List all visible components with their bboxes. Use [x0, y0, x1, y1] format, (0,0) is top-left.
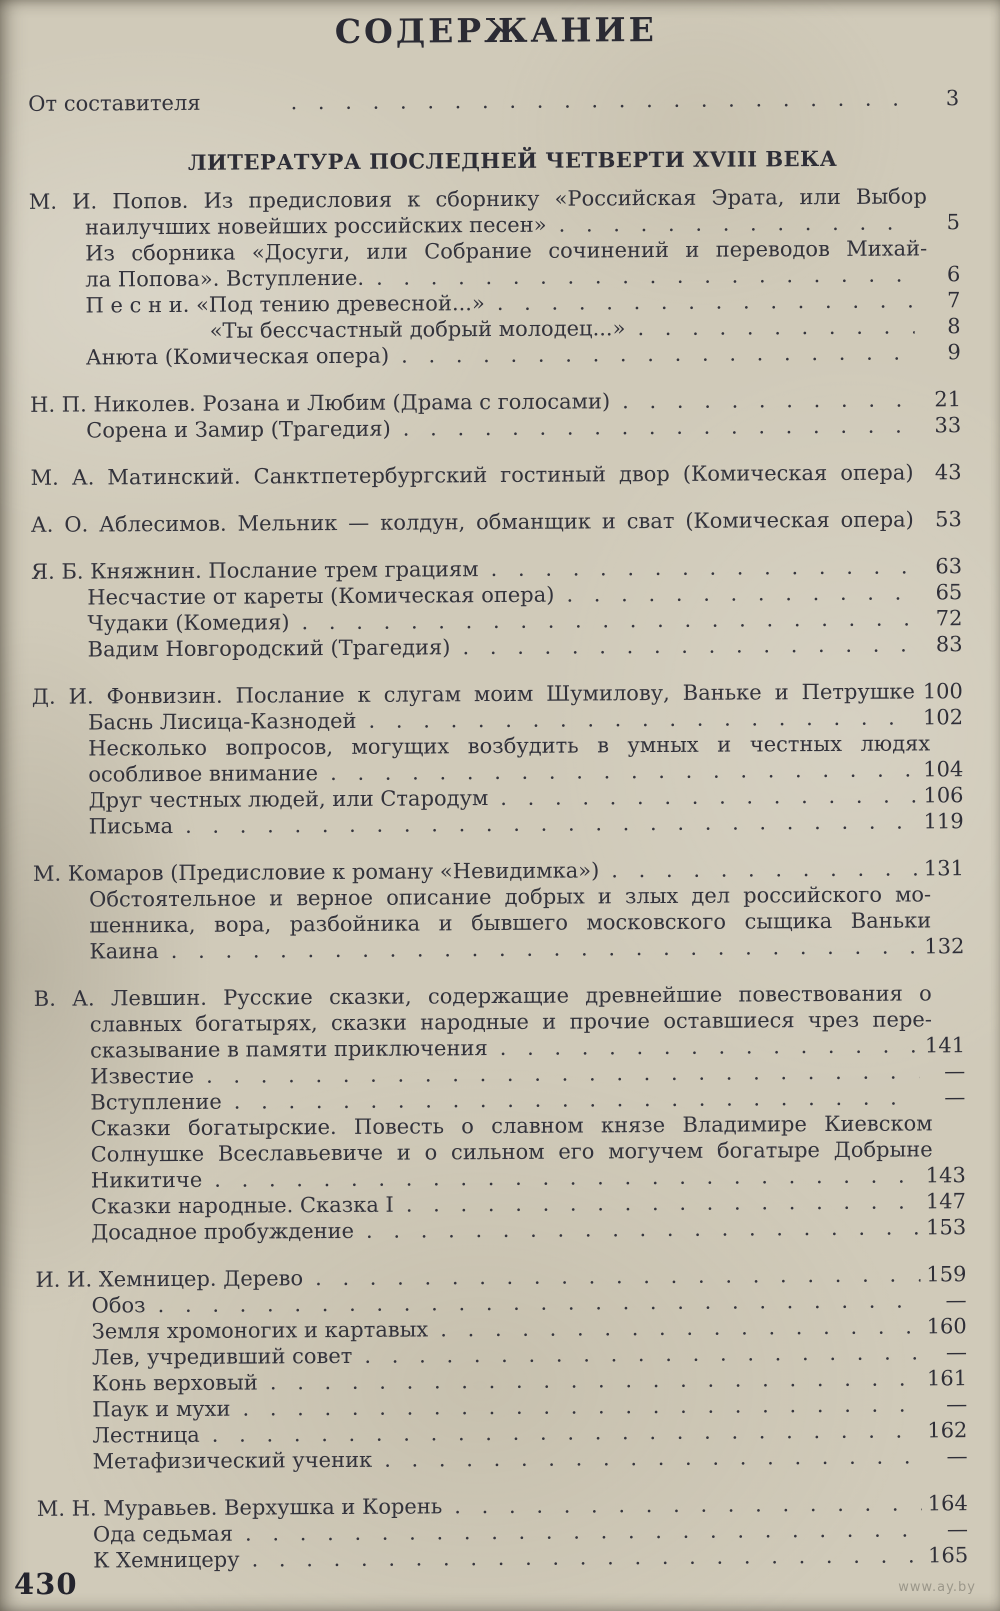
entry-text: наилучших новейших российских песен» [84, 212, 547, 240]
dot-leader [376, 261, 914, 290]
dot-leader [491, 553, 917, 582]
toc-group [0, 386, 998, 444]
page-number: 160 [926, 1314, 967, 1339]
entry-text: сказывание в памяти приключения [89, 1036, 488, 1063]
toc-entry-line [5, 1542, 1000, 1574]
toc-entry-line [0, 459, 999, 491]
page-number: 7 [947, 288, 961, 313]
page-content [0, 9, 1000, 1574]
dot-leader [245, 1516, 922, 1546]
entry-text: Обоз [91, 1293, 146, 1318]
entry-text: Никитиче [90, 1167, 203, 1193]
dot-leader [330, 756, 917, 786]
dot-leader [366, 1214, 920, 1243]
dot-leader [315, 1261, 921, 1291]
folio-page-number: 430 [14, 1567, 78, 1601]
entry-text: А. О. Аблесимов. Мельник — колдун, обманщик и сват (Комическая опера) [30, 507, 914, 537]
page-number: — [945, 1340, 967, 1365]
dot-leader [301, 605, 916, 635]
entry-text: М. Н. Муравьев. Верхушка и Корень [36, 1494, 443, 1521]
entry-text: Анюта (Комическая опера) [85, 343, 390, 370]
page-number: 119 [923, 809, 964, 834]
dot-leader [497, 287, 915, 316]
dot-leader [637, 313, 914, 341]
entry-text: Н. П. Николев. Розана и Любим (Драма с голосами) [30, 389, 611, 417]
entry-text: Письма [88, 813, 174, 839]
toc-entry-line [0, 412, 998, 444]
entry-text: Сказки народные. Сказка I [90, 1192, 394, 1219]
toc-group [0, 553, 1000, 663]
entry-text: славных богатырях, сказки народные и прочие оставшиеся чрез пере- [89, 1007, 932, 1037]
page-title: СОДЕРЖАНИЕ [334, 10, 657, 51]
page-number: 65 [935, 580, 963, 605]
page-number: — [946, 1444, 968, 1469]
page-number: 8 [947, 314, 961, 339]
entry-text: Сорена и Замир (Трагедия) [86, 416, 391, 443]
dot-leader [171, 933, 919, 964]
entry-text: И. И. Хемницер. Дерево [35, 1266, 304, 1292]
page-number: 132 [924, 934, 965, 959]
entry-text: Я. Б. Княжнин. Послание трем грациям [31, 557, 479, 584]
page-number: 165 [927, 1543, 969, 1568]
page-number: 164 [927, 1491, 968, 1516]
page-number: 5 [946, 210, 961, 235]
entry-text: П е с н и. «Под тению древесной...» [85, 291, 485, 318]
entry-text: Д. И. Фонвизин. Послание к слугам моим Шумилову, Ваньке и Петрушке [31, 679, 915, 709]
toc-entry-line [3, 1214, 1000, 1246]
toc-group [2, 980, 1000, 1246]
page-number: 100 [922, 679, 963, 704]
entry-text: М. Комаров (Предисловие к роману «Невидимка») [32, 858, 600, 886]
page-number: — [945, 1288, 967, 1313]
entry-text: «Ты бессчастный добрый молодец...» [209, 316, 626, 343]
page-number: 21 [934, 387, 962, 412]
entry-text: К Хемницеру [93, 1547, 240, 1573]
dot-leader [454, 1490, 922, 1519]
toc-entry-line [0, 339, 998, 371]
entry-text: Чудаки (Комедия) [87, 610, 290, 636]
dot-leader [500, 1032, 920, 1061]
page-number: 63 [935, 554, 963, 579]
dot-leader [270, 1365, 921, 1395]
toc-group [0, 506, 999, 538]
dot-leader [622, 386, 915, 414]
entry-text: От составителя [28, 90, 201, 116]
entry-text: Лев, учредивший совет [91, 1343, 353, 1370]
dot-leader [403, 412, 916, 441]
page-number: 162 [927, 1418, 968, 1443]
page-number: 161 [926, 1366, 968, 1391]
entry-text: Паук и мухи [92, 1396, 231, 1422]
entry-text: Несколько вопросов, могущих возбудить в умных и честных людях [88, 731, 931, 761]
toc-entry-line [4, 1443, 1000, 1475]
entry-text: ла Попова». Вступление. [85, 265, 365, 292]
page-number: 102 [922, 705, 964, 730]
entry-text: Метафизический ученик [92, 1447, 373, 1474]
entry-text: особливое внимание [88, 761, 319, 787]
toc-group [0, 459, 999, 491]
page-number: 3 [945, 86, 960, 111]
page-number: 43 [934, 460, 962, 485]
entry-text: Вступление [90, 1089, 222, 1115]
entry-text: Сказки богатырские. Повесть о славном князе Владимире Киевском [90, 1111, 933, 1141]
dot-leader [558, 209, 914, 237]
dot-leader [500, 782, 917, 811]
page-number: 33 [934, 413, 962, 438]
dot-leader [290, 85, 913, 115]
page-number: 159 [926, 1262, 967, 1287]
entry-text: Обстоятельное и верное описание добрых и злых дел российского мо- [89, 882, 932, 912]
page-number: 9 [947, 340, 961, 365]
toc-entry-line [1, 933, 1000, 965]
entry-text: Друг честных людей, или Стародум [88, 786, 489, 813]
entry-text: Досадное пробуждение [91, 1218, 355, 1245]
entry-text: Вадим Новгородский (Трагедия) [87, 635, 451, 662]
entry-text: Известие [90, 1063, 195, 1089]
page-number: — [946, 1392, 968, 1417]
dot-leader [364, 1339, 921, 1368]
toc-entry-line [0, 631, 1000, 663]
dot-leader [406, 1188, 920, 1217]
page-number: 53 [935, 507, 962, 532]
page-number: 104 [923, 757, 964, 782]
page-number: 147 [925, 1189, 967, 1214]
toc-entry-line [0, 506, 999, 538]
dot-leader [185, 808, 918, 838]
watermark-url: www.ay.by [898, 1580, 976, 1595]
page-number: 106 [923, 783, 964, 808]
entry-text: Ода седьмая [92, 1521, 234, 1547]
entry-text: Из сборника «Досуги, или Собрание сочинений и переводов Михай- [85, 236, 928, 266]
page-number: 6 [946, 262, 961, 287]
page-number: 83 [935, 632, 963, 657]
page-number: 131 [923, 856, 965, 881]
entry-text: Земля хромоногих и картавых [91, 1317, 429, 1344]
page-number: 141 [924, 1033, 966, 1058]
entry-text: Баснь Лисица-Казнодей [87, 708, 357, 735]
page-number: — [944, 1059, 966, 1084]
toc-entry-line [1, 808, 1000, 840]
page-number: 72 [935, 606, 963, 631]
toc-group [1, 855, 1000, 965]
entry-text: Несчастие от кареты (Комическая опера) [87, 582, 555, 610]
dot-leader [611, 855, 918, 883]
dot-leader [462, 631, 916, 660]
section-heading: ЛИТЕРАТУРА ПОСЛЕДНЕЙ ЧЕТВЕРТИ XVIII ВЕКА [187, 145, 838, 175]
entry-text: М. А. Матинский. Санктпетербургский гостиный двор (Комическая опера) [30, 460, 914, 490]
dot-leader [251, 1542, 922, 1572]
toc-group [3, 1261, 1000, 1475]
toc-group [0, 678, 1000, 840]
toc-entry-line [0, 85, 996, 117]
entry-text: Лестница [92, 1422, 200, 1448]
entry-text: Каина [89, 939, 159, 964]
dot-leader [384, 1443, 922, 1472]
toc-list [0, 183, 1000, 1574]
dot-leader [368, 704, 917, 733]
page-number: — [944, 1085, 966, 1110]
entry-text: Конь верховый [92, 1370, 258, 1396]
page-number: — [946, 1517, 969, 1542]
toc-group [5, 1490, 1000, 1574]
entry-text: В. А. Левшин. Русские сказки, содержащие древнейшие повествования о [33, 981, 932, 1011]
dot-leader [440, 1313, 921, 1342]
entry-text: Солнушке Всеславьевиче и о сильном его могучем богатыре Добрыне [90, 1137, 933, 1167]
entry-text: М. И. Попов. Из предисловия к сборнику «Российская Эрата, или Выбор [28, 184, 927, 214]
page-number: 143 [925, 1163, 966, 1188]
page-number: 153 [925, 1215, 967, 1240]
entry-text: шенника, вора, разбойника и бывшего московского сыщика Ваньки [89, 908, 932, 938]
dot-leader [566, 579, 916, 607]
dot-leader [401, 339, 915, 368]
toc-group [0, 183, 998, 371]
